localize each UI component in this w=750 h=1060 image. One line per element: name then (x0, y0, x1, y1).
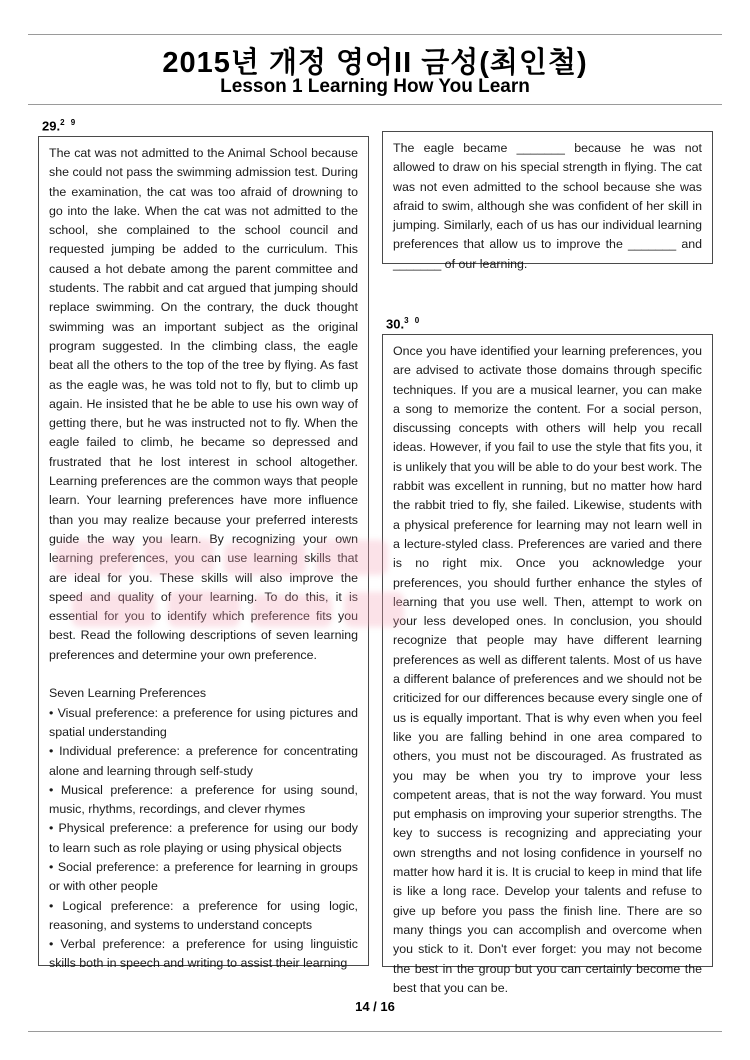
top-rule (28, 34, 722, 35)
list-item-musical: • Musical preference: a preference for using sound, music, rhythms, recordings, and clever rhymes (49, 782, 358, 817)
question-29-superscript: 2 9 (60, 118, 78, 127)
list-item-physical: • Physical preference: a preference for using our body to learn such as role playing or using physical objects (49, 821, 358, 855)
question-30-superscript: 3 0 (404, 316, 422, 325)
passage-box-29 (38, 136, 369, 971)
summary-box-29 (382, 131, 713, 271)
passage-30-text: Once you have identified your learning preferences, you are advised to activate those domains through specific techniques. If you are a musical learner, you can make a song to memorize the content. For a social person, discussing concepts with others will help you recall ideas. However, if you fail to use the style that fits you, it is unlikely that you will be able to do your best work. The rabbit was excellent in running, but no matter how hard the rabbit tried to fly, she failed. Likewise, students with a physical preference for learning may not learn well in a lecture-styled class. Preferences are varied and there is no right mix. Once you acknowledge your preferences, you should further enhance the styles of learning that you use well. Then, attempt to work on your less developed ones. In conclusion, you should recognize that people may have different learning preferences as well as different talents. Most of us have a different balance of preferences and we should not be criticized for our differences because every single one of us is equally important. That is why even when you feel like you are falling behind in one area compared to others, you must not be discouraged. As frustrated as you may be when you try to improve your less competent areas, that is not the way forward. You must put emphasis on improving your superior strengths. The key to success is recognizing and appreciating your own strengths and not losing confidence in yourself no matter how hard it is. It is crucial to keep in mind that life is like a long race. Develop your talents and refuse to give up before you pass the finish line. There are so many things you can accomplish and overcome when you stick to it. Don't ever forget: you may not become the best in the group but you can certainly become the best that you can be. (393, 344, 703, 995)
question-30-number: 30. (386, 316, 405, 332)
question-30-label (386, 316, 421, 331)
summary-29-text: The eagle became _______ because he was not allowed to draw on his special strength in flying. The cat was not even admitted to the school because she was afraid to swim, although she was confident of her skill in jumping. Similarly, each of us has our individual learning preferences that allow us to improve the _______ and _______ of our learning. (393, 141, 702, 271)
list-item-individual: • Individual preference: a preference for concentrating alone and learning through self-study (49, 744, 358, 778)
page-subtitle: Lesson 1 Learning How You Learn (220, 76, 530, 97)
preferences-list-title: Seven Learning Preferences (49, 686, 207, 701)
page-title: 2015년 개정 영어II 금성(최인철) (162, 47, 588, 79)
bottom-rule (28, 1031, 722, 1032)
question-29-number: 29. (42, 118, 61, 134)
passage-29-text: The cat was not admitted to the Animal School because she could not pass the swimming admission test. During the examination, the cat was too afraid of drowning to go into the lake. When the cat was not admitted to the school, she complained to the school council and requested jumping be added to the curriculum. This caused a hot debate among the parent committee and students. The rabbit and cat argued that jumping should replace swimming. On the contrary, the duck thought swimming was an important subject as the original program suggested. In the climbing class, the eagle beat all the others to the top of the tree by flying. As fast as the eagle was, he was told not to fly, but to climb up again. He insisted that he be able to use his own way of getting there, but he was instructed not to fly. When the eagle failed to climb, he became so depressed and frustrated that he lost interest in school altogether. Learning preferences are the common ways that people learn. Your learning preferences have more influence than you may realize because your preferred interests guide the way you learn. By recognizing your own learning preferences, you can use learning skills that are ideal for you. These skills will also improve the speed and quality of your learning. To do this, it is essential for you to identify which preference fits you best. Read the following descriptions of seven learning preferences and determine your own preference. (49, 146, 358, 662)
list-item-visual: • Visual preference: a preference for using pictures and spatial understanding (49, 705, 358, 739)
passage-box-30 (382, 334, 713, 995)
list-item-social: • Social preference: a preference for learning in groups or with other people (49, 859, 358, 894)
question-29-label (42, 118, 77, 133)
list-item-verbal: • Verbal preference: a preference for using linguistic skills both in speech and writing to assist their learning (49, 937, 358, 971)
list-item-logical: • Logical preference: a preference for using logic, reasoning, and systems to understand concepts (49, 898, 358, 932)
page-number: 14 / 16 (355, 999, 395, 1014)
blank-line (49, 665, 358, 684)
title-rule (28, 104, 722, 105)
